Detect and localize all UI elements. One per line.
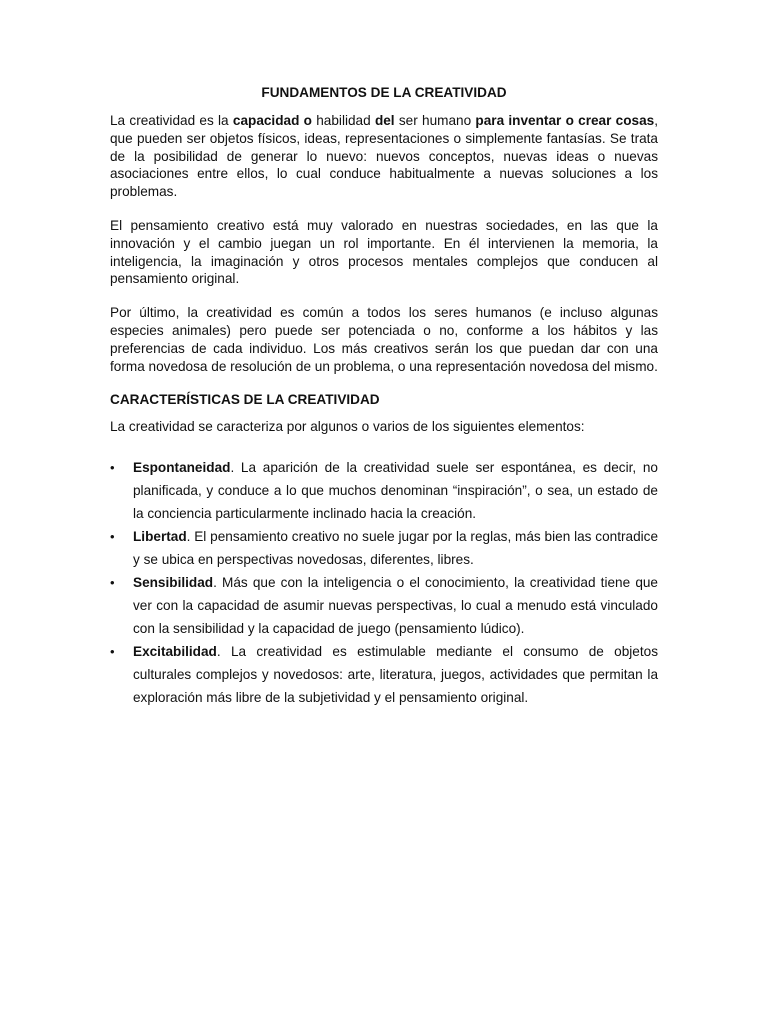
bullet-icon: • [110, 644, 115, 660]
feature-text: . La aparición de la creatividad suele ser espontánea, es decir, no planificada, y conduce a lo que muchos denominan “inspiración”, o sea, un estado de la conciencia particularmente inclinado hacia la creación. [133, 460, 658, 522]
feature-term: Libertad [133, 529, 187, 545]
list-item [110, 456, 658, 525]
document-body [110, 84, 658, 709]
paragraph-conclusion: Por último, la creatividad es común a todos los seres humanos (e incluso algunas especies animales) pero puede ser potenciada o no, conforme a los hábitos y las preferencias de cada individuo. Los más creativos serán los que puedan dar con una forma novedosa de resolución de un problema, o una representación novedosa del mismo. [110, 305, 658, 374]
paragraph-definition [110, 112, 658, 201]
section-title: CARACTERÍSTICAS DE LA CREATIVIDAD [110, 392, 380, 408]
bullet-icon: • [110, 460, 115, 476]
list-item [110, 525, 658, 571]
paragraph-creative-thinking: El pensamiento creativo está muy valorado en nuestras sociedades, en las que la innovación y el cambio juegan un rol importante. En él intervienen la memoria, la inteligencia, la imaginación y otros procesos mentales complejos que conducen al pensamiento original. [110, 217, 658, 287]
p1-bold-2: del [374, 113, 395, 128]
section-intro: La creatividad se caracteriza por algunos o varios de los siguientes elementos: [110, 419, 585, 435]
p1-bold-3: para inventar o crear cosas [475, 113, 655, 128]
list-item [110, 571, 658, 640]
feature-term: Sensibilidad [133, 575, 214, 591]
bullet-icon: • [110, 529, 115, 545]
p1-bold-1: capacidad o [232, 113, 312, 128]
feature-term: Excitabilidad [133, 644, 217, 660]
p1-text-1: La creatividad es la [110, 113, 233, 128]
bullet-icon: • [110, 575, 115, 591]
p1-text-4: , que pueden ser objetos físicos, ideas, representaciones o simplemente fantasías. Se trata de la posibilidad de generar lo nuevo: nuevos conceptos, nuevas ideas o nuevas asociaciones entre ellos, lo cual conduce habitualmente a nuevas soluciones a los problemas. [110, 113, 659, 200]
p1-text-3: ser humano [394, 113, 476, 128]
feature-text: . La creatividad es estimulable mediante el consumo de objetos culturales complejos y novedosos: arte, literatura, juegos, actividades que permitan la exploración más libre de la subjetividad y el pensamiento original. [133, 644, 658, 706]
feature-text: . El pensamiento creativo no suele jugar por la reglas, más bien las contradice y se ubica en perspectivas novedosas, diferentes, libres. [133, 529, 658, 568]
features-list [110, 456, 658, 709]
feature-text: . Más que con la inteligencia o el conocimiento, la creatividad tiene que ver con la capacidad de asumir nuevas perspectivas, lo cual a menudo está vinculado con la sensibilidad y la capacidad de juego (pensamiento lúdico). [133, 575, 658, 637]
feature-term: Espontaneidad [133, 460, 231, 476]
p1-text-2: habilidad [311, 113, 375, 128]
document-title: FUNDAMENTOS DE LA CREATIVIDAD [261, 85, 507, 100]
list-item [110, 640, 658, 709]
